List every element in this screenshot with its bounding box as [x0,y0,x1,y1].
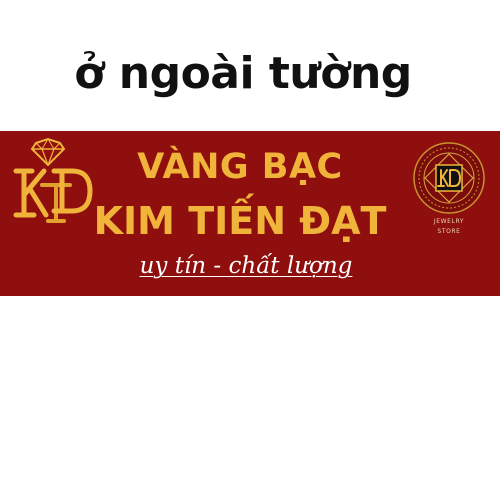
banner-slogan: uy tín - chất lượng [139,253,353,279]
jewelry-store-badge-icon [412,141,486,215]
banner-title-line1: VÀNG BẠC [137,147,343,187]
caption-text: ở ngoài tường [74,48,412,99]
store-banner [0,131,500,296]
banner-title-line2: KIM TIẾN ĐẠT [93,199,387,243]
badge-label-store: STORE [437,228,461,235]
badge-label-jewelry: JEWELRY [433,218,465,225]
